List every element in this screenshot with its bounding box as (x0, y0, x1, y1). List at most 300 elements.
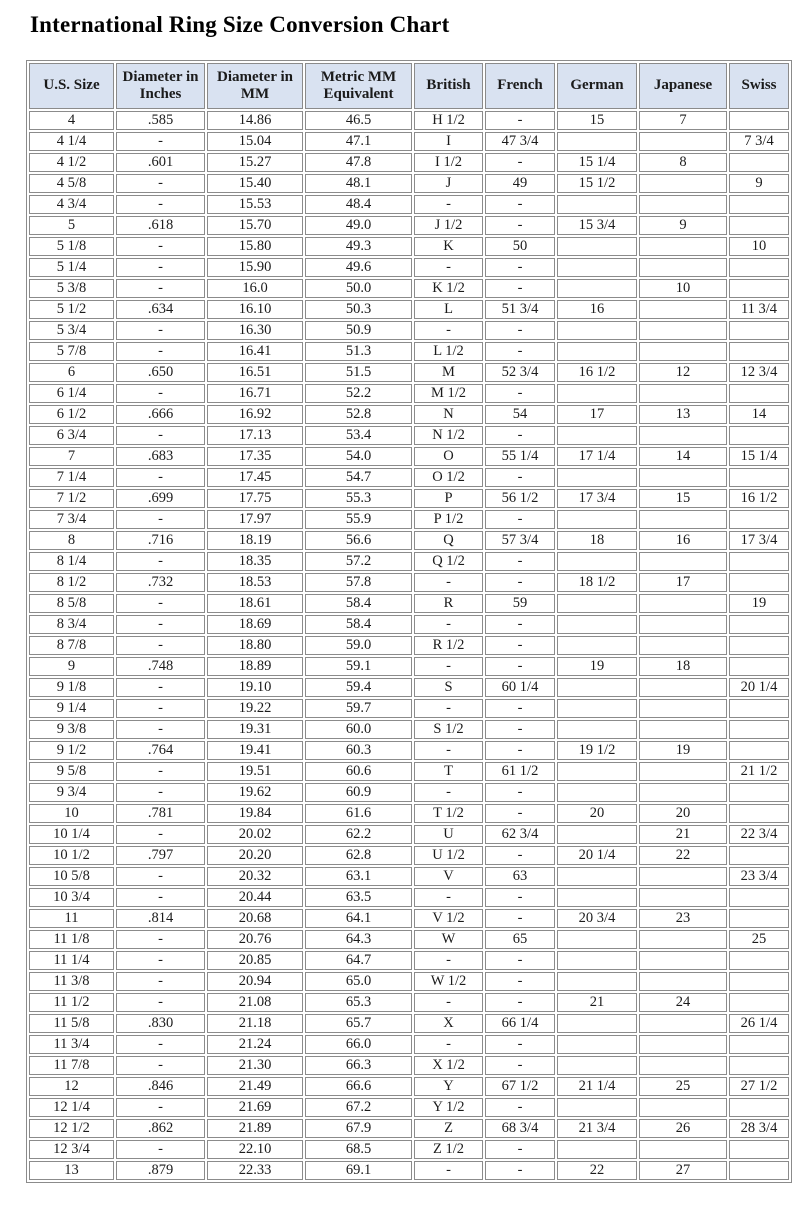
table-cell: 65.0 (305, 972, 412, 991)
table-cell: 4 1/2 (29, 153, 114, 172)
table-row (29, 132, 789, 151)
table-cell: 6 1/4 (29, 384, 114, 403)
table-cell (557, 720, 637, 739)
table-cell: - (485, 1056, 555, 1075)
table-cell (639, 1035, 727, 1054)
table-cell (729, 888, 789, 907)
table-row (29, 216, 789, 235)
table-cell: - (485, 552, 555, 571)
table-cell: - (414, 741, 483, 760)
table-cell: 14.86 (207, 111, 303, 130)
table-cell: 65.7 (305, 1014, 412, 1033)
table-cell (557, 1098, 637, 1117)
table-row (29, 951, 789, 970)
table-cell: - (116, 426, 205, 445)
table-cell: 52.8 (305, 405, 412, 424)
table-cell (729, 153, 789, 172)
table-cell (639, 195, 727, 214)
table-row (29, 510, 789, 529)
table-cell: - (414, 1161, 483, 1180)
column-header: German (557, 63, 637, 109)
table-cell: .781 (116, 804, 205, 823)
table-cell (639, 384, 727, 403)
table-cell: - (414, 1035, 483, 1054)
table-cell: 60.6 (305, 762, 412, 781)
table-cell: 21 3/4 (557, 1119, 637, 1138)
table-row (29, 384, 789, 403)
table-row (29, 468, 789, 487)
table-cell: 51 3/4 (485, 300, 555, 319)
table-row (29, 909, 789, 928)
table-cell: 18.19 (207, 531, 303, 550)
table-row (29, 426, 789, 445)
table-cell: 4 3/4 (29, 195, 114, 214)
table-cell (557, 279, 637, 298)
table-cell: 52 3/4 (485, 363, 555, 382)
column-header: Metric MM Equivalent (305, 63, 412, 109)
table-cell: - (116, 510, 205, 529)
table-cell: 9 3/8 (29, 720, 114, 739)
table-cell: O 1/2 (414, 468, 483, 487)
table-cell: 49.0 (305, 216, 412, 235)
table-cell: 17.75 (207, 489, 303, 508)
table-cell: - (116, 720, 205, 739)
table-cell: - (116, 1098, 205, 1117)
column-header: Diameter in MM (207, 63, 303, 109)
table-cell: 55 1/4 (485, 447, 555, 466)
table-cell: - (485, 804, 555, 823)
table-cell (557, 615, 637, 634)
table-cell (729, 279, 789, 298)
table-cell: S 1/2 (414, 720, 483, 739)
table-cell: U 1/2 (414, 846, 483, 865)
table-cell: 62.8 (305, 846, 412, 865)
table-cell: - (116, 699, 205, 718)
table-cell: 17 1/4 (557, 447, 637, 466)
table-row (29, 657, 789, 676)
table-row (29, 279, 789, 298)
table-cell: R (414, 594, 483, 613)
table-cell: .601 (116, 153, 205, 172)
table-cell: - (485, 993, 555, 1012)
table-cell: 19 1/2 (557, 741, 637, 760)
table-cell: - (116, 867, 205, 886)
table-cell: 5 1/4 (29, 258, 114, 277)
table-cell (639, 720, 727, 739)
table-cell: - (485, 1098, 555, 1117)
table-cell: 28 3/4 (729, 1119, 789, 1138)
table-cell: 53.4 (305, 426, 412, 445)
table-cell: 7 (29, 447, 114, 466)
table-row (29, 1077, 789, 1096)
table-cell (729, 1161, 789, 1180)
table-cell: - (116, 552, 205, 571)
table-cell: - (485, 951, 555, 970)
table-cell: 61 1/2 (485, 762, 555, 781)
table-cell: 6 3/4 (29, 426, 114, 445)
table-cell: 19 (639, 741, 727, 760)
table-cell: 24 (639, 993, 727, 1012)
table-cell: 9 5/8 (29, 762, 114, 781)
table-cell: 27 1/2 (729, 1077, 789, 1096)
table-cell (557, 510, 637, 529)
table-cell: 18 (639, 657, 727, 676)
table-cell: 13 (29, 1161, 114, 1180)
table-cell: 16 1/2 (729, 489, 789, 508)
table-cell: 62 3/4 (485, 825, 555, 844)
table-cell: L 1/2 (414, 342, 483, 361)
table-cell: 10 (29, 804, 114, 823)
table-cell: - (485, 699, 555, 718)
table-cell: 57.2 (305, 552, 412, 571)
table-cell (729, 615, 789, 634)
table-cell (729, 972, 789, 991)
table-cell: .666 (116, 405, 205, 424)
table-cell: Z (414, 1119, 483, 1138)
table-cell: 21.08 (207, 993, 303, 1012)
table-cell: W 1/2 (414, 972, 483, 991)
table-cell: 54.7 (305, 468, 412, 487)
table-cell: 49.3 (305, 237, 412, 256)
table-cell (639, 258, 727, 277)
table-cell: 9 1/8 (29, 678, 114, 697)
table-cell: - (485, 342, 555, 361)
table-cell: 15.40 (207, 174, 303, 193)
table-cell (639, 888, 727, 907)
table-cell: Y (414, 1077, 483, 1096)
table-cell: 8 1/4 (29, 552, 114, 571)
table-cell (729, 741, 789, 760)
table-cell (639, 510, 727, 529)
table-cell: 16.51 (207, 363, 303, 382)
table-cell (557, 762, 637, 781)
table-row (29, 678, 789, 697)
table-cell: 18 (557, 531, 637, 550)
table-cell: 50 (485, 237, 555, 256)
table-row (29, 573, 789, 592)
table-cell: H 1/2 (414, 111, 483, 130)
table-row (29, 258, 789, 277)
table-cell: - (116, 888, 205, 907)
table-cell: 63.5 (305, 888, 412, 907)
table-cell: - (414, 888, 483, 907)
table-cell: 17 (557, 405, 637, 424)
table-cell: 18.89 (207, 657, 303, 676)
table-cell (639, 972, 727, 991)
table-cell (557, 678, 637, 697)
table-cell: 16.30 (207, 321, 303, 340)
table-cell: - (485, 468, 555, 487)
table-row (29, 237, 789, 256)
table-cell: 8 (29, 531, 114, 550)
table-cell: 11 7/8 (29, 1056, 114, 1075)
table-cell: Q (414, 531, 483, 550)
table-cell: 18 1/2 (557, 573, 637, 592)
table-cell: Y 1/2 (414, 1098, 483, 1117)
table-row (29, 405, 789, 424)
table-row (29, 489, 789, 508)
table-cell: 17 (639, 573, 727, 592)
table-cell: Q 1/2 (414, 552, 483, 571)
table-cell: 12 3/4 (729, 363, 789, 382)
table-cell (639, 636, 727, 655)
table-cell: - (414, 657, 483, 676)
table-cell (729, 384, 789, 403)
table-cell: 66.3 (305, 1056, 412, 1075)
table-cell (557, 930, 637, 949)
table-cell (639, 678, 727, 697)
table-cell: 60 1/4 (485, 678, 555, 697)
table-cell: 20 3/4 (557, 909, 637, 928)
table-cell: 49.6 (305, 258, 412, 277)
table-cell: - (485, 888, 555, 907)
table-row (29, 804, 789, 823)
table-cell: 7 1/4 (29, 468, 114, 487)
table-cell: 47.8 (305, 153, 412, 172)
table-cell: 18.69 (207, 615, 303, 634)
table-cell: .862 (116, 1119, 205, 1138)
table-cell: - (116, 993, 205, 1012)
table-row (29, 972, 789, 991)
table-cell: 22 (639, 846, 727, 865)
table-cell (639, 342, 727, 361)
table-cell: T 1/2 (414, 804, 483, 823)
table-cell: X (414, 1014, 483, 1033)
table-cell (639, 1140, 727, 1159)
table-cell: 7 3/4 (29, 510, 114, 529)
table-cell: 15.80 (207, 237, 303, 256)
table-cell: M (414, 363, 483, 382)
table-cell: P (414, 489, 483, 508)
table-cell: 59.4 (305, 678, 412, 697)
table-cell (639, 1098, 727, 1117)
table-cell: 21 (639, 825, 727, 844)
table-cell: - (116, 972, 205, 991)
table-cell: 22 3/4 (729, 825, 789, 844)
table-cell: - (485, 741, 555, 760)
table-cell: - (414, 699, 483, 718)
table-cell: K 1/2 (414, 279, 483, 298)
table-cell: 69.1 (305, 1161, 412, 1180)
table-cell: 16 (557, 300, 637, 319)
table-cell (729, 720, 789, 739)
table-cell: 12 (29, 1077, 114, 1096)
table-cell: 11 (29, 909, 114, 928)
table-cell: 20.32 (207, 867, 303, 886)
table-cell (557, 699, 637, 718)
table-cell (557, 888, 637, 907)
table-cell: 5 3/4 (29, 321, 114, 340)
table-cell: 19.84 (207, 804, 303, 823)
table-cell (557, 258, 637, 277)
table-cell: 60.3 (305, 741, 412, 760)
table-row (29, 153, 789, 172)
table-cell (729, 1056, 789, 1075)
table-cell: I 1/2 (414, 153, 483, 172)
table-cell (729, 993, 789, 1012)
table-cell: 15 1/4 (729, 447, 789, 466)
table-cell: - (116, 321, 205, 340)
table-cell (557, 1140, 637, 1159)
table-cell: .764 (116, 741, 205, 760)
table-cell: 6 (29, 363, 114, 382)
table-cell: 22.10 (207, 1140, 303, 1159)
table-cell: 18.80 (207, 636, 303, 655)
table-cell: X 1/2 (414, 1056, 483, 1075)
table-row (29, 531, 789, 550)
column-header: U.S. Size (29, 63, 114, 109)
table-cell: 7 3/4 (729, 132, 789, 151)
column-header: French (485, 63, 555, 109)
table-cell: - (485, 195, 555, 214)
table-cell: 63 (485, 867, 555, 886)
table-cell: - (485, 720, 555, 739)
table-cell: - (116, 1140, 205, 1159)
table-cell: 21.18 (207, 1014, 303, 1033)
table-cell (557, 237, 637, 256)
table-cell (729, 951, 789, 970)
table-cell: 12 1/4 (29, 1098, 114, 1117)
table-cell: 8 7/8 (29, 636, 114, 655)
table-cell: 65 (485, 930, 555, 949)
table-cell: N 1/2 (414, 426, 483, 445)
table-cell: 50.0 (305, 279, 412, 298)
table-cell: - (485, 510, 555, 529)
table-cell (639, 699, 727, 718)
table-cell (557, 1035, 637, 1054)
table-cell: 66.6 (305, 1077, 412, 1096)
table-cell: 11 5/8 (29, 1014, 114, 1033)
table-cell: - (116, 930, 205, 949)
table-cell: 19.62 (207, 783, 303, 802)
table-row (29, 111, 789, 130)
table-cell: 11 1/4 (29, 951, 114, 970)
table-cell: P 1/2 (414, 510, 483, 529)
table-row (29, 1161, 789, 1180)
table-cell: - (116, 678, 205, 697)
table-cell: 11 3/4 (729, 300, 789, 319)
table-cell: - (116, 594, 205, 613)
table-cell: O (414, 447, 483, 466)
table-cell (557, 783, 637, 802)
table-cell: .732 (116, 573, 205, 592)
table-cell (557, 1056, 637, 1075)
table-cell (557, 195, 637, 214)
table-cell: W (414, 930, 483, 949)
table-cell: - (485, 636, 555, 655)
table-cell (729, 258, 789, 277)
table-row (29, 720, 789, 739)
table-cell: 65.3 (305, 993, 412, 1012)
table-cell: M 1/2 (414, 384, 483, 403)
table-cell: .650 (116, 363, 205, 382)
table-row (29, 321, 789, 340)
table-cell (639, 762, 727, 781)
column-header: Swiss (729, 63, 789, 109)
table-cell: L (414, 300, 483, 319)
table-cell (557, 825, 637, 844)
table-cell: .879 (116, 1161, 205, 1180)
table-cell: - (116, 825, 205, 844)
table-cell: 19.31 (207, 720, 303, 739)
table-cell: 5 (29, 216, 114, 235)
table-cell (639, 783, 727, 802)
table-cell: 16 (639, 531, 727, 550)
table-cell: - (116, 132, 205, 151)
table-row (29, 300, 789, 319)
table-cell: 59.7 (305, 699, 412, 718)
table-cell (729, 573, 789, 592)
table-cell: V 1/2 (414, 909, 483, 928)
table-cell: 64.1 (305, 909, 412, 928)
table-cell: 4 (29, 111, 114, 130)
table-cell: 26 1/4 (729, 1014, 789, 1033)
table-cell: 55.3 (305, 489, 412, 508)
table-cell (557, 594, 637, 613)
table-cell: 17 3/4 (557, 489, 637, 508)
table-cell: 59.0 (305, 636, 412, 655)
table-cell: 10 1/4 (29, 825, 114, 844)
table-row (29, 1056, 789, 1075)
table-row (29, 1119, 789, 1138)
table-cell: 20 1/4 (557, 846, 637, 865)
table-cell: - (414, 615, 483, 634)
table-cell: 15.04 (207, 132, 303, 151)
table-cell (639, 174, 727, 193)
table-cell: 19.22 (207, 699, 303, 718)
table-row (29, 783, 789, 802)
table-cell (557, 1014, 637, 1033)
table-cell: - (485, 321, 555, 340)
table-cell: - (485, 615, 555, 634)
table-cell: - (116, 1035, 205, 1054)
table-cell: 14 (729, 405, 789, 424)
table-cell: - (485, 909, 555, 928)
table-cell: 25 (639, 1077, 727, 1096)
table-cell: 4 1/4 (29, 132, 114, 151)
table-cell: 5 1/8 (29, 237, 114, 256)
table-cell (639, 1056, 727, 1075)
table-cell: 47.1 (305, 132, 412, 151)
table-cell: .683 (116, 447, 205, 466)
table-cell: 12 (639, 363, 727, 382)
table-row (29, 1098, 789, 1117)
table-cell (729, 111, 789, 130)
table-cell: 21.30 (207, 1056, 303, 1075)
table-cell: 6 1/2 (29, 405, 114, 424)
table-cell: 50.3 (305, 300, 412, 319)
table-cell: 19.10 (207, 678, 303, 697)
table-cell (557, 342, 637, 361)
table-cell: 20.02 (207, 825, 303, 844)
table-cell: - (485, 153, 555, 172)
table-cell: 16.41 (207, 342, 303, 361)
table-cell: 8 (639, 153, 727, 172)
table-cell: - (116, 279, 205, 298)
table-row (29, 342, 789, 361)
table-cell: 58.4 (305, 594, 412, 613)
table-cell: 11 1/8 (29, 930, 114, 949)
table-cell: - (485, 111, 555, 130)
table-cell: 8 5/8 (29, 594, 114, 613)
table-cell: 23 (639, 909, 727, 928)
table-cell: 19.41 (207, 741, 303, 760)
table-cell: 23 3/4 (729, 867, 789, 886)
table-cell: 4 5/8 (29, 174, 114, 193)
table-cell (729, 468, 789, 487)
table-row (29, 363, 789, 382)
table-cell: 21 1/4 (557, 1077, 637, 1096)
